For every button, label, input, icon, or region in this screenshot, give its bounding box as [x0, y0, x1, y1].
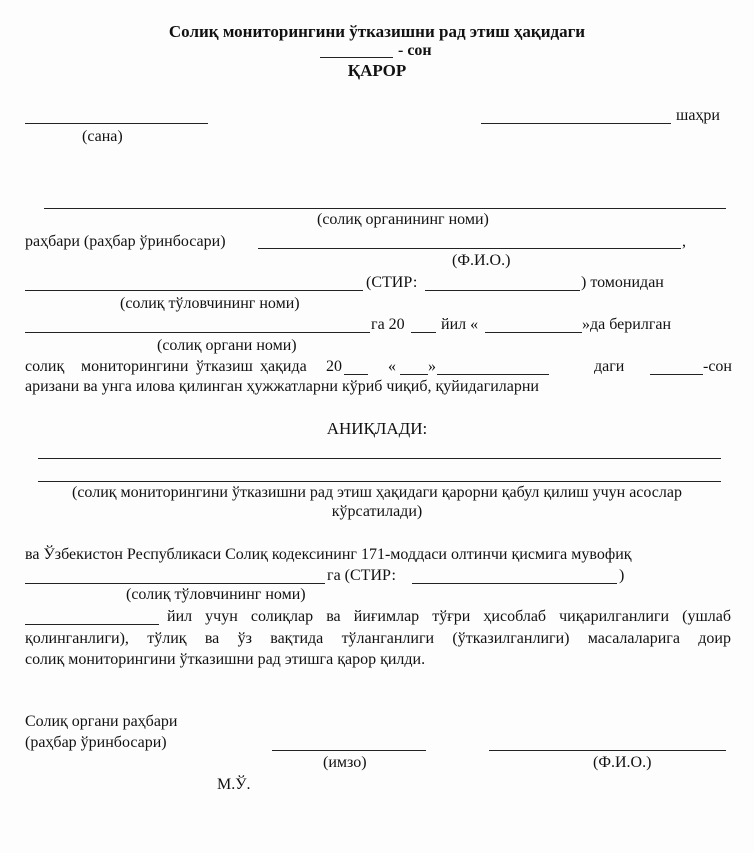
stir-prefix: (СТИР: — [366, 274, 418, 291]
signature-label: (имзо) — [323, 754, 367, 771]
document-title: Солиқ мониторингини ўтказишни рад этиш ҳақидаги — [168, 22, 586, 41]
head-suffix: , — [682, 233, 686, 250]
taxpayer-name-blank[interactable] — [25, 290, 363, 291]
legal-taxpayer-blank[interactable] — [25, 583, 325, 584]
number-blank[interactable] — [320, 57, 393, 58]
taxpayer-name-label: (солиқ тўловчининг номи) — [120, 295, 300, 312]
application-line2: аризани ва унга илова қилинган ҳужжатларни кўриб чиқиб, қуйидагиларни — [25, 378, 539, 395]
signatory-role-line1: Солиқ органи раҳбари — [25, 713, 178, 730]
date-blank[interactable] — [25, 123, 208, 124]
head-prefix: раҳбари (раҳбар ўринбосари) — [25, 233, 226, 250]
year-open-text: йил « — [441, 316, 479, 333]
date-label: (сана) — [82, 128, 123, 145]
stir-suffix: ) томонидан — [581, 274, 664, 291]
app-word: мониторингини — [81, 358, 189, 375]
signatory-fio-label: (Ф.И.О.) — [593, 754, 652, 771]
legal-basis-line1: ва Ўзбекистон Республикаси Солиқ кодексининг 171-моддаси олтинчи қисмига мувофиқ — [25, 546, 632, 563]
submission-date-blank[interactable] — [485, 332, 582, 333]
grounds-blank-1[interactable] — [38, 458, 721, 459]
established-heading: АНИҚЛАДИ: — [326, 419, 428, 438]
app-word: даги — [594, 358, 625, 375]
legal-taxpayer-label: (солиқ тўловчининг номи) — [126, 586, 306, 603]
app-word: » — [428, 358, 436, 375]
document-type: ҚАРОР — [347, 61, 407, 80]
tax-authority-blank[interactable] — [44, 208, 726, 209]
signatory-fio-blank[interactable] — [489, 750, 726, 751]
legal-stir-blank[interactable] — [412, 583, 617, 584]
signatory-role-line2: (раҳбар ўринбосари) — [25, 734, 167, 751]
grounds-blank-2[interactable] — [38, 481, 721, 482]
submission-year-blank[interactable] — [411, 332, 436, 333]
grounds-label-line1: (солиқ мониторингини ўтказишни рад этиш ҳақидаги қарорни қабул қилиш учун асослар — [72, 484, 682, 501]
decision-line2: қолинганлиги), тўлиқ ва ўз вақтида тўланганлиги (ўтказилганлиги) масалаларига доир — [25, 630, 731, 647]
app-word: ўтказиш — [196, 358, 253, 375]
application-day-blank[interactable] — [400, 374, 428, 375]
application-year-blank[interactable] — [344, 374, 368, 375]
number-suffix: - сон — [398, 42, 432, 59]
app-word: солиқ — [25, 358, 65, 375]
stir-close: ) — [619, 567, 625, 584]
tax-authority-label: (солиқ органининг номи) — [317, 211, 489, 228]
decision-year-blank[interactable] — [25, 624, 159, 625]
application-number-blank[interactable] — [650, 374, 703, 375]
ga-stir-text: га (СТИР: — [327, 567, 396, 584]
city-suffix: шаҳри — [676, 107, 720, 124]
grounds-label-line2: кўрсатилади) — [331, 503, 423, 520]
app-word: ҳақида — [260, 358, 307, 375]
city-blank[interactable] — [481, 123, 671, 124]
stir-blank[interactable] — [425, 290, 580, 291]
app-word: « — [388, 358, 396, 375]
decision-line1: йил учун солиқлар ва йиғимлар тўғри ҳисоблаб чиқарилганлиги (ушлаб — [167, 608, 731, 625]
head-fio-label: (Ф.И.О.) — [452, 252, 511, 269]
submission-org-label: (солиқ органи номи) — [157, 337, 297, 354]
signature-blank[interactable] — [272, 750, 426, 751]
date-close-text: »да берилган — [582, 316, 672, 333]
submission-org-blank[interactable] — [25, 332, 370, 333]
head-fio-blank[interactable] — [258, 248, 681, 249]
decision-line3: солиқ мониторингини ўтказишни рад этишга қарор қилди. — [25, 651, 426, 668]
app-word: -сон — [703, 358, 732, 375]
seal-placeholder: М.Ў. — [217, 776, 251, 793]
application-month-blank[interactable] — [437, 374, 549, 375]
ga-20-text: га 20 — [371, 316, 405, 333]
app-word: 20 — [326, 358, 342, 375]
